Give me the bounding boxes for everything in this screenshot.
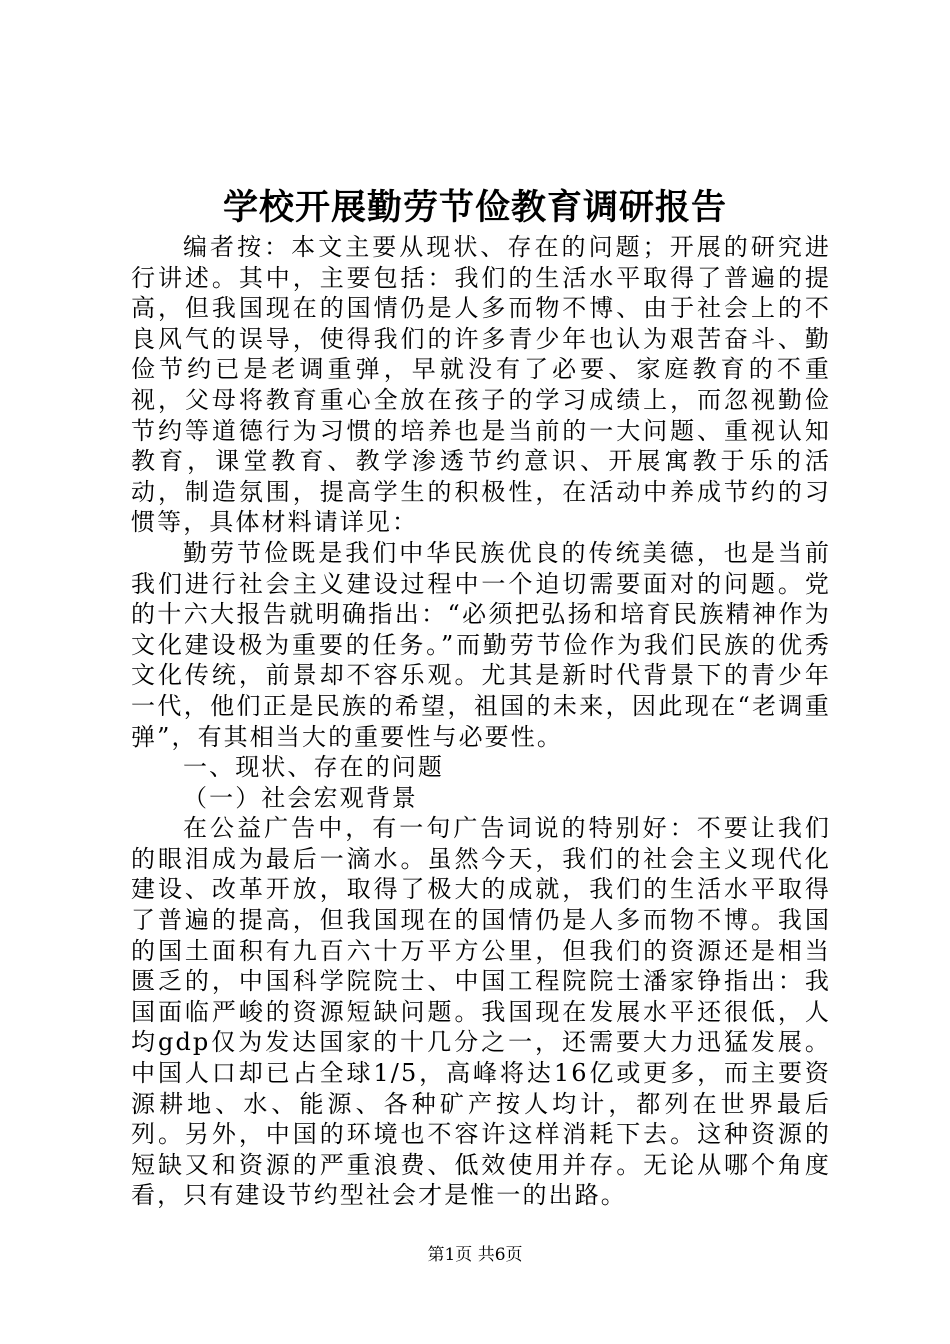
editor-note-paragraph: 编者按：本文主要从现状、存在的问题；开展的研究进行讲述。其中，主要包括：我们的生活水平取得了普遍的提高，但我国现在的国情仍是人多而物不博、由于社会上的不良风气的误导，使得我们的许多青少年也认为艰苦奋斗、勤俭节约已是老调重弹，早就没有了必要、家庭教育的不重视，父母将教育重心全放在孩子的学习成绩上，而忽视勤俭节约等道德行为习惯的培养也是当前的一大问题、重视认知教育，课堂教育、教学渗透节约意识、开展寓教于乐的活动，制造氛围，提高学生的积极性，在活动中养成节约的习惯等，具体材料请详见： <box>131 233 831 537</box>
page-footer <box>0 1243 950 1267</box>
document-body <box>131 232 831 1211</box>
section-heading: 一、现状、存在的问题 <box>183 753 444 782</box>
background-paragraph: 在公益广告中，有一句广告词说的特别好：不要让我们的眼泪成为最后一滴水。虽然今天，我们的社会主义现代化建设、改革开放，取得了极大的成就，我们的生活水平取得了普遍的提高，但我国现在的国情仍是人多而物不博。我国的国土面积有九百六十万平方公里，但我们的资源还是相当匮乏的，中国科学院院士、中国工程院院士潘家铮指出：我国面临严峻的资源短缺问题。我国现在发展水平还很低，人均gdp仅为发达国家的十几分之一，还需要大力迅猛发展。中国人口却已占全球1/5，高峰将达16亿或更多，而主要资源耕地、水、能源、各种矿产按人均计，都列在世界最后列。另外，中国的环境也不容许这样消耗下去。这种资源的短缺又和资源的严重浪费、低效使用并存。无论从哪个角度看，只有建设节约型社会才是惟一的出路。 <box>131 814 831 1210</box>
page-total: 共6页 <box>477 1245 523 1265</box>
subsection-heading: （一）社会宏观背景 <box>183 783 418 812</box>
page-number: 第1页 <box>427 1245 473 1265</box>
document-title: 学校开展勤劳节俭教育调研报告 <box>222 187 727 228</box>
intro-paragraph: 勤劳节俭既是我们中华民族优良的传统美德，也是当前我们进行社会主义建设过程中一个迫切需要面对的问题。党的十六大报告就明确指出：“必须把弘扬和培育民族精神作为文化建设极为重要的任务。”而勤劳节俭作为我们民族的优秀文化传统，前景却不容乐观。尤其是新时代背景下的青少年一代，他们正是民族的希望，祖国的未来，因此现在“老调重弹”，有其相当大的重要性与必要性。 <box>131 538 831 751</box>
